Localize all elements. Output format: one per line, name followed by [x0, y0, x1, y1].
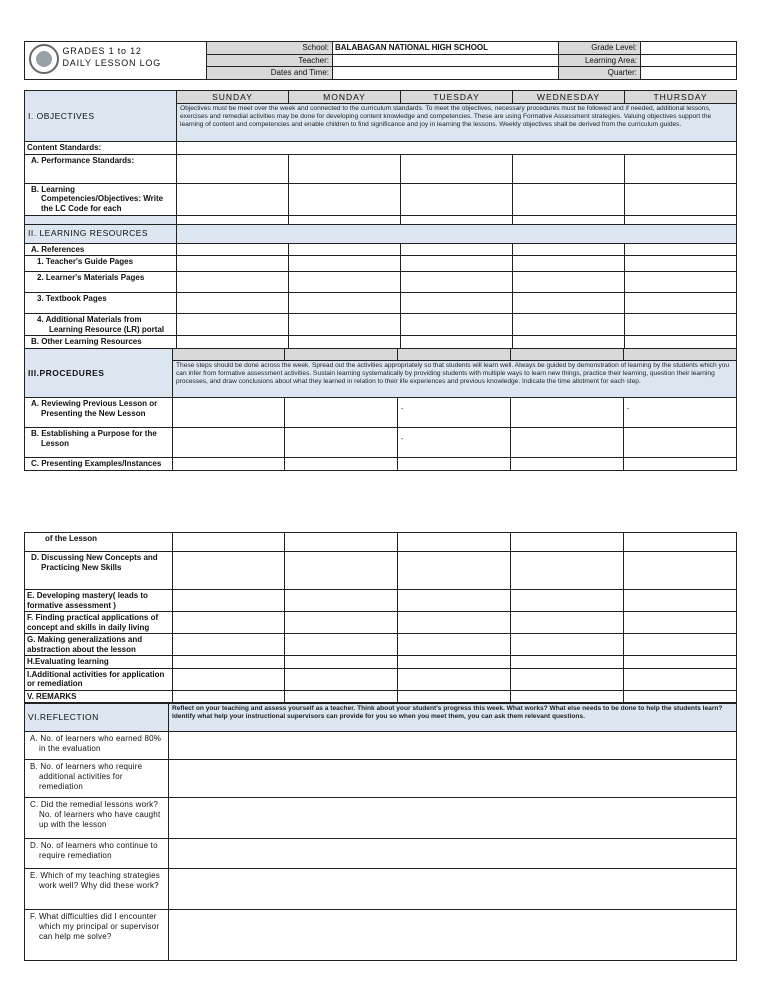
cell[interactable]: [173, 590, 285, 612]
procedures-continued-table: [24, 532, 736, 703]
cell[interactable]: [173, 690, 285, 703]
cell[interactable]: [624, 428, 737, 458]
cell[interactable]: [624, 552, 737, 590]
cell[interactable]: [289, 154, 401, 183]
cell[interactable]: [513, 336, 625, 349]
cell[interactable]: [173, 458, 285, 471]
cell[interactable]: [401, 256, 513, 272]
proc-b-label: B. Establishing a Purpose for the Lesson: [25, 428, 173, 458]
cell[interactable]: [511, 533, 624, 552]
cell[interactable]: [177, 154, 289, 183]
cell[interactable]: [398, 612, 511, 634]
cell[interactable]: [398, 458, 511, 471]
cell[interactable]: [173, 668, 285, 690]
reflection-field-a[interactable]: [169, 732, 737, 760]
cell[interactable]: [511, 458, 624, 471]
cell[interactable]: [511, 552, 624, 590]
cell[interactable]: [401, 272, 513, 293]
cell[interactable]: [289, 256, 401, 272]
cell[interactable]: [173, 428, 285, 458]
resources-title: II. LEARNING RESOURCES: [28, 228, 149, 239]
procedures-note: These steps should be done across the week. Spread out the activities appropriately so that students will learn well. Always be guided by demonstration of learning by the students which you can infer from formative assessment activities. Sustain learning systematically by providing students with multiple ways to learn new things, practice their learning, question their learning processes, and draw conclusions about what they learned in relation to their life experiences and previous knowledge. Indicate the time allotment for each step.: [173, 361, 737, 398]
cell[interactable]: [173, 552, 285, 590]
textbook-label: 3. Textbook Pages: [25, 293, 177, 314]
grades-title: GRADES 1 to 12: [62, 46, 142, 56]
cell[interactable]: [511, 690, 624, 703]
proc-h-label: H.Evaluating learning: [25, 656, 173, 669]
reflection-field-b[interactable]: [169, 760, 737, 798]
cell[interactable]: [285, 428, 398, 458]
proc-d-label: D. Discussing New Concepts and Practicing New Skills: [25, 552, 173, 590]
cell[interactable]: [173, 634, 285, 656]
cell[interactable]: [398, 690, 511, 703]
reflection-table: [24, 703, 736, 961]
teacher-field[interactable]: [333, 54, 559, 67]
day-sunday: SUNDAY: [177, 91, 289, 104]
reflection-note-1: Reflect on your teaching and assess yourself as a teacher. Think about your student's progress this week. What works? What else needs to be done to help the students learn?: [172, 705, 723, 712]
resources-band: [177, 224, 737, 243]
cell[interactable]: [285, 458, 398, 471]
reflection-title-cell: [25, 704, 169, 732]
deped-logo: [25, 42, 63, 80]
cell[interactable]: [401, 293, 513, 314]
cell[interactable]: [511, 590, 624, 612]
reflection-item-b: B. No. of learners who require additional activities for remediation: [25, 760, 169, 798]
cell[interactable]: [625, 243, 737, 256]
cell[interactable]: [513, 154, 625, 183]
cell[interactable]: [624, 656, 737, 669]
cell[interactable]: [285, 590, 398, 612]
cell[interactable]: [289, 336, 401, 349]
cell[interactable]: [285, 612, 398, 634]
reflection-field-f[interactable]: [169, 910, 737, 961]
cell[interactable]: [624, 668, 737, 690]
school-value[interactable]: BALABAGAN NATIONAL HIGH SCHOOL: [333, 42, 559, 55]
cell[interactable]: [625, 256, 737, 272]
cell[interactable]: [625, 215, 737, 224]
cell[interactable]: [398, 668, 511, 690]
cell[interactable]: [624, 612, 737, 634]
spacer-cell: [25, 215, 177, 224]
cell[interactable]: [625, 314, 737, 336]
cell[interactable]: [289, 314, 401, 336]
content-standards-label: Content Standards:: [25, 142, 177, 155]
cell[interactable]: [511, 428, 624, 458]
cell[interactable]: [289, 215, 401, 224]
content-standards-field[interactable]: [177, 142, 737, 155]
cell[interactable]: [401, 183, 513, 215]
dash-mark: -: [401, 436, 404, 443]
cell[interactable]: [511, 612, 624, 634]
cell[interactable]: [398, 552, 511, 590]
cell[interactable]: [624, 590, 737, 612]
learning-competencies-label: B. Learning Competencies/Objectives: Write the LC Code for each: [25, 183, 177, 215]
cell[interactable]: [398, 398, 511, 428]
proc-f-label: F. Finding practical applications of concept and skills in daily living: [25, 612, 173, 634]
proc-i-label: I.Additional activities for application or remediation: [25, 668, 173, 690]
proc-a-label: A. Reviewing Previous Lesson or Presenting the New Lesson: [25, 398, 173, 428]
cell[interactable]: [513, 314, 625, 336]
day-monday: MONDAY: [289, 91, 401, 104]
reflection-item-a: A. No. of learners who earned 80% in the evaluation: [25, 732, 169, 760]
remarks-label: V. REMARKS: [25, 690, 173, 703]
cell[interactable]: [289, 272, 401, 293]
cell[interactable]: [398, 634, 511, 656]
reflection-field-c[interactable]: [169, 798, 737, 839]
resources-title-cell: [25, 224, 177, 243]
cell[interactable]: [401, 336, 513, 349]
additional-materials-label: 4. Additional Materials from Learning Resource (LR) portal: [25, 314, 177, 336]
teachers-guide-label: 1. Teacher's Guide Pages: [25, 256, 177, 272]
proc-e-label: E. Developing mastery( leads to formative assessment ): [25, 590, 173, 612]
objectives-title-cell: [25, 91, 177, 142]
cell[interactable]: [173, 656, 285, 669]
cell[interactable]: [624, 458, 737, 471]
cell[interactable]: [285, 668, 398, 690]
objectives-title: I. OBJECTIVES: [28, 110, 95, 121]
cell: [511, 349, 624, 361]
quarter-field[interactable]: [641, 67, 737, 80]
cell[interactable]: [624, 533, 737, 552]
cell[interactable]: [285, 552, 398, 590]
cell[interactable]: [513, 272, 625, 293]
cell: [173, 349, 285, 361]
reflection-item-d: D. No. of learners who continue to require remediation: [25, 839, 169, 869]
cell[interactable]: [513, 256, 625, 272]
cell[interactable]: [285, 398, 398, 428]
cell[interactable]: [625, 154, 737, 183]
cell[interactable]: [401, 314, 513, 336]
learning-area-label: Learning Area:: [559, 54, 641, 67]
learners-materials-label: 2. Learner's Materials Pages: [25, 272, 177, 293]
day-tuesday: TUESDAY: [401, 91, 513, 104]
cell[interactable]: [401, 154, 513, 183]
quarter-label: Quarter:: [559, 67, 641, 80]
school-label: School:: [207, 42, 333, 55]
cell[interactable]: [511, 668, 624, 690]
objectives-table: [24, 90, 736, 349]
cell[interactable]: [173, 398, 285, 428]
cell[interactable]: [511, 656, 624, 669]
cell[interactable]: [513, 243, 625, 256]
cell[interactable]: [513, 293, 625, 314]
log-title: DAILY LESSON LOG: [62, 58, 162, 68]
cell[interactable]: [173, 533, 285, 552]
cell[interactable]: [398, 428, 511, 458]
cell[interactable]: [624, 398, 737, 428]
cell[interactable]: [625, 293, 737, 314]
header-block: [24, 41, 736, 80]
cell[interactable]: [513, 215, 625, 224]
performance-standards-label: A. Performance Standards:: [25, 154, 177, 183]
other-resources-label: B. Other Learning Resources: [25, 336, 177, 349]
cell[interactable]: [511, 634, 624, 656]
cell[interactable]: [624, 634, 737, 656]
dates-field[interactable]: [333, 67, 559, 80]
cell[interactable]: [177, 215, 289, 224]
cell[interactable]: [289, 293, 401, 314]
cell[interactable]: [173, 612, 285, 634]
day-thursday: THURSDAY: [625, 91, 737, 104]
cell[interactable]: [289, 183, 401, 215]
reflection-title: VI.REFLECTION: [28, 712, 99, 723]
dash-mark: -: [627, 406, 630, 413]
procedures-title: III.PROCEDURES: [28, 367, 105, 378]
procedures-table: [24, 348, 736, 471]
proc-g-label: G. Making generalizations and abstraction about the lesson: [25, 634, 173, 656]
reflection-item-c: C. Did the remedial lessons work? No. of learners who have caught up with the lesson: [25, 798, 169, 839]
cell[interactable]: [625, 272, 737, 293]
reflection-note-2: Identify what help your instructional supervisors can provide for you so when you meet them, you can ask them relevant questions.: [172, 713, 585, 720]
cell[interactable]: [513, 183, 625, 215]
proc-c-label: C. Presenting Examples/Instances: [25, 458, 173, 471]
grade-level-label: Grade Level:: [559, 42, 641, 55]
cell[interactable]: [511, 398, 624, 428]
cell: [285, 349, 398, 361]
cell[interactable]: [177, 183, 289, 215]
cell[interactable]: [177, 336, 289, 349]
cell[interactable]: [624, 690, 737, 703]
cell[interactable]: [285, 656, 398, 669]
cell[interactable]: [177, 293, 289, 314]
cell[interactable]: [398, 533, 511, 552]
cell[interactable]: [177, 256, 289, 272]
proc-c-cont-label: of the Lesson: [25, 533, 173, 552]
cell[interactable]: [289, 243, 401, 256]
reflection-item-f: F. What difficulties did I encounter which my principal or supervisor can help me solve?: [25, 910, 169, 961]
references-label: A. References: [25, 243, 177, 256]
cell[interactable]: [177, 243, 289, 256]
learning-area-field[interactable]: [641, 54, 737, 67]
reflection-note: [169, 704, 737, 732]
reflection-field-d[interactable]: [169, 839, 737, 869]
dates-label: Dates and Time:: [207, 67, 333, 80]
procedures-title-cell: [25, 349, 173, 398]
cell[interactable]: [177, 314, 289, 336]
cell[interactable]: [398, 656, 511, 669]
cell[interactable]: [285, 533, 398, 552]
dash-mark: -: [401, 406, 404, 413]
teacher-label: Teacher:: [207, 54, 333, 67]
seal-icon: [29, 44, 59, 74]
cell[interactable]: [398, 590, 511, 612]
title-cell: [63, 42, 207, 80]
grade-level-field[interactable]: [641, 42, 737, 55]
cell[interactable]: [401, 243, 513, 256]
cell: [398, 349, 511, 361]
day-wednesday: WEDNESDAY: [513, 91, 625, 104]
cell[interactable]: [285, 634, 398, 656]
reflection-field-e[interactable]: [169, 869, 737, 910]
reflection-item-e: E. Which of my teaching strategies work well? Why did these work?: [25, 869, 169, 910]
cell[interactable]: [625, 336, 737, 349]
cell: [624, 349, 737, 361]
cell[interactable]: [177, 272, 289, 293]
cell[interactable]: [285, 690, 398, 703]
objectives-note: Objectives must be meet over the week and connected to the curriculum standards. To meet the objectives, necessary procedures must be followed and if needed, additional lessons, exercises and remedial activities may be done for developing content knowledge and competencies. These are using Formative Assessment strategies. Valuing objectives support the learning of content and competencies and enable children to find significance and joy in learning the lessons. Weekly objectives shall be derived from the curriculum guides.: [177, 104, 737, 142]
cell[interactable]: [625, 183, 737, 215]
cell[interactable]: [401, 215, 513, 224]
